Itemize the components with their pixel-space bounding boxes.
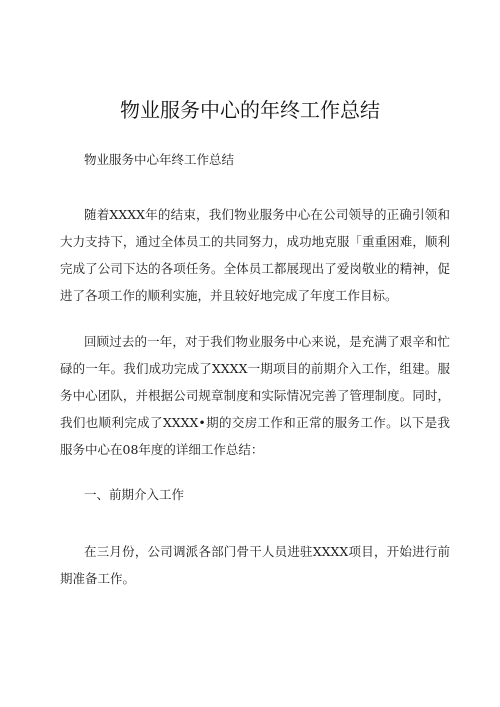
paragraph-section-1: 在三月份，公司调派各部门骨干人员进驻XXXX项目，开始进行前期准备工作。 [60, 544, 450, 586]
document-subtitle: 物业服务中心年终工作总结 [84, 152, 235, 167]
section-heading-early-involvement: 一、前期介入工作 [84, 487, 185, 502]
paragraph-intro: 随着XXXX年的结束，我们物业服务中心在公司领导的正确引领和大力支持下，通过全体员工的共同努力，成功地克服「重重困难，顺利完成了公司下达的各项任务。全体员工都展现出了爱岗敬业的精神，促进了各项工作的顺利实施，并且较好地完成了年度工作目标。 [60, 207, 450, 303]
paragraph-review: 回顾过去的一年，对于我们物业服务中心来说，是充满了艰辛和忙碌的一年。我们成功完成了XXXX一期项目的前期介入工作，组建。服务中心团队，并根据公司规章制度和实际情况完善了管理制度。同时，我们也顺利完成了XXXX•期的交房工作和正常的服务工作。以下是我服务中心在08年度的详细工作总结： [60, 334, 450, 457]
document-title: 物业服务中心的年终工作总结 [120, 98, 380, 122]
